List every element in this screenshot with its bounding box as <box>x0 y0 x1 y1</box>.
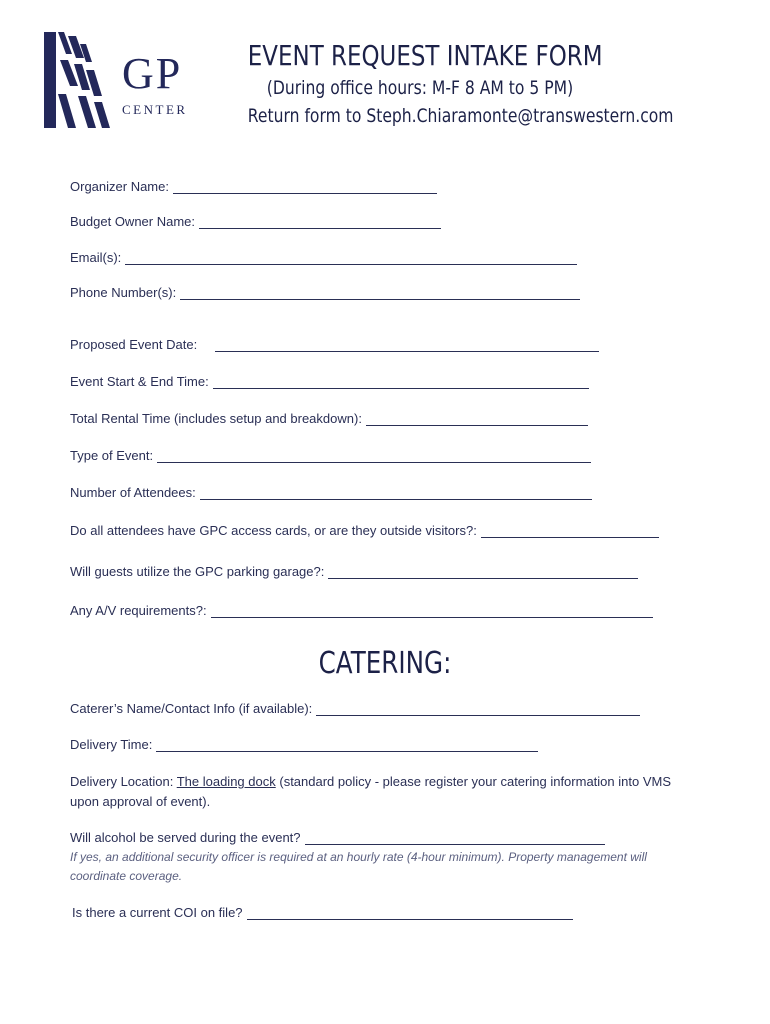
coi-label: Is there a current COI on file? <box>72 905 243 920</box>
alcohol-note: If yes, an additional security officer is required at an hourly rate (4-hour minimum). Property management will coordinate coverage. <box>70 850 647 883</box>
delivery-time-field[interactable] <box>156 737 538 752</box>
delivery-location-paragraph <box>70 772 700 812</box>
form-header <box>210 38 674 130</box>
emails-label: Email(s): <box>70 250 122 265</box>
delivery-time-row <box>70 734 538 752</box>
return-instructions: Return form to Steph.Chiaramonte@transwestern.com <box>247 105 674 127</box>
caterer-field[interactable] <box>316 701 640 716</box>
start-end-label: Event Start & End Time: <box>70 374 209 389</box>
attendees-row <box>70 482 592 500</box>
form-title: EVENT REQUEST INTAKE FORM <box>247 39 603 72</box>
budget-owner-label: Budget Owner Name: <box>70 214 196 229</box>
organizer-field[interactable] <box>173 179 437 194</box>
av-label: Any A/V requirements?: <box>70 603 207 618</box>
phones-row <box>70 282 580 300</box>
access-cards-field[interactable] <box>481 523 659 538</box>
caterer-row <box>70 698 640 716</box>
alcohol-field[interactable] <box>305 830 605 845</box>
event-date-row <box>70 334 599 352</box>
event-date-field[interactable] <box>215 337 599 352</box>
emails-row <box>70 247 577 265</box>
delivery-location-policy: (standard policy - please register your catering information into VMS upon approval of event). <box>70 774 671 809</box>
logo-letters: GP <box>122 49 183 98</box>
office-hours: (During office hours: M-F 8 AM to 5 PM) <box>266 77 574 99</box>
logo-mark-icon <box>42 30 122 130</box>
av-field[interactable] <box>211 603 653 618</box>
coi-field[interactable] <box>247 905 573 920</box>
access-cards-row <box>70 520 659 538</box>
rental-time-label: Total Rental Time (includes setup and breakdown): <box>70 411 362 426</box>
phones-field[interactable] <box>180 285 580 300</box>
event-type-label: Type of Event: <box>70 448 154 463</box>
parking-field[interactable] <box>328 564 638 579</box>
logo-subtext: CENTER <box>122 102 188 117</box>
caterer-label: Caterer’s Name/Contact Info (if available): <box>70 701 313 716</box>
event-date-label: Proposed Event Date: <box>70 337 198 352</box>
coi-row <box>72 902 573 920</box>
rental-time-field[interactable] <box>366 411 588 426</box>
delivery-location-label: Delivery Location: <box>70 774 174 789</box>
rental-time-row <box>70 408 588 426</box>
emails-field[interactable] <box>125 250 577 265</box>
catering-heading: CATERING: <box>318 646 452 681</box>
budget-owner-field[interactable] <box>199 214 441 229</box>
event-type-field[interactable] <box>157 448 591 463</box>
access-cards-label: Do all attendees have GPC access cards, or are they outside visitors?: <box>70 523 477 538</box>
parking-label: Will guests utilize the GPC parking garage?: <box>70 564 325 579</box>
delivery-location-value: The loading dock <box>176 774 276 789</box>
attendees-label: Number of Attendees: <box>70 485 196 500</box>
start-end-field[interactable] <box>213 374 589 389</box>
organizer-label: Organizer Name: <box>70 179 169 194</box>
alcohol-row <box>70 827 605 845</box>
delivery-time-label: Delivery Time: <box>70 737 153 752</box>
parking-row <box>70 561 638 579</box>
alcohol-label: Will alcohol be served during the event? <box>70 830 301 845</box>
phones-label: Phone Number(s): <box>70 285 177 300</box>
attendees-field[interactable] <box>200 485 592 500</box>
organizer-row <box>70 176 437 194</box>
av-row <box>70 600 653 618</box>
gp-center-logo <box>42 30 202 132</box>
start-end-row <box>70 371 589 389</box>
budget-owner-row <box>70 211 441 229</box>
event-type-row <box>70 445 591 463</box>
